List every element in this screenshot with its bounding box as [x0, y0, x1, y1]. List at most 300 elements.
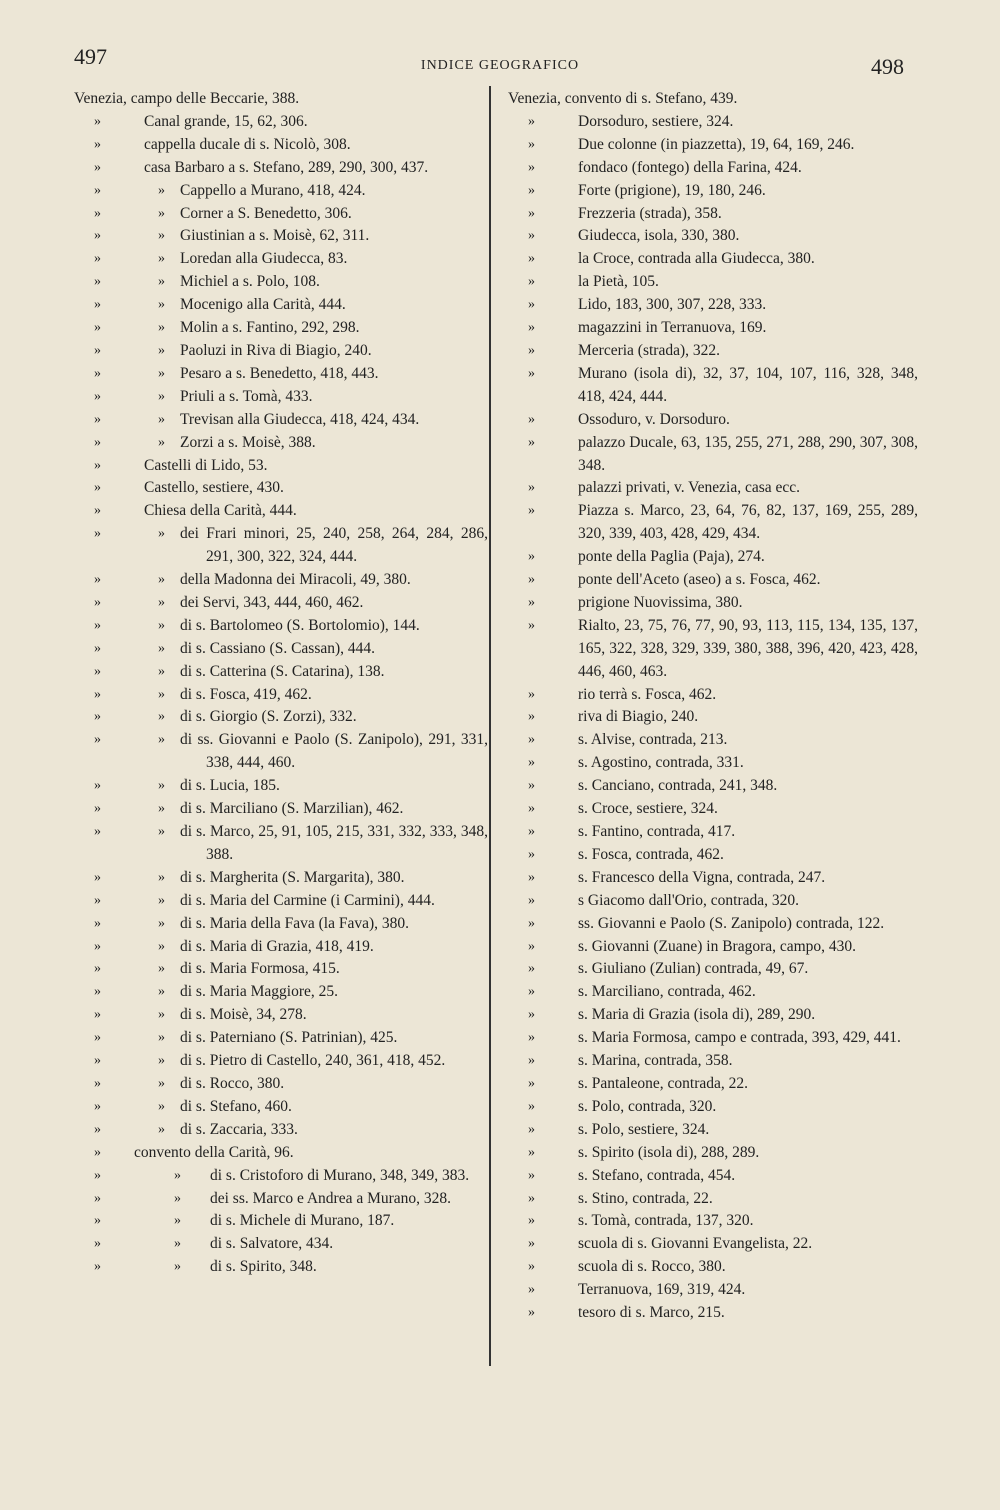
ditto-mark: »: [158, 411, 165, 427]
entry-text: s. Stefano, contrada, 454.: [578, 1166, 736, 1184]
ditto-mark: »: [94, 732, 101, 748]
index-entry: [508, 958, 918, 981]
index-entry: [508, 271, 918, 294]
ditto-mark: »: [528, 915, 535, 931]
ditto-mark: »: [158, 182, 165, 198]
entry-text: Chiesa della Carità, 444.: [144, 502, 297, 520]
ditto-mark: »: [94, 365, 101, 381]
entry-text: s. Marciliano, contrada, 462.: [578, 983, 756, 1001]
ditto-mark: »: [94, 136, 101, 152]
index-entry: [74, 225, 488, 248]
ditto-mark: »: [158, 1053, 165, 1069]
entry-text: prigione Nuovissima, 380.: [578, 593, 743, 611]
index-entry: [74, 958, 488, 981]
index-entry: [74, 111, 488, 134]
ditto-mark: »: [174, 1167, 181, 1183]
entry-text: ponte della Paglia (Paja), 274.: [578, 548, 765, 566]
ditto-mark: »: [158, 778, 165, 794]
ditto-mark: »: [94, 1075, 101, 1091]
entry-text: casa Barbaro a s. Stefano, 289, 290, 300, 437.: [144, 158, 429, 176]
ditto-mark: »: [158, 892, 165, 908]
index-entry: [508, 225, 918, 248]
index-entry: [508, 432, 918, 478]
entry-text: Loredan alla Giudecca, 83.: [180, 250, 348, 268]
ditto-mark: »: [528, 1053, 535, 1069]
index-entry: [508, 752, 918, 775]
ditto-mark: »: [528, 136, 535, 152]
ditto-mark: »: [94, 274, 101, 290]
index-entry: [508, 1096, 918, 1119]
index-entry: [74, 1142, 488, 1165]
index-entry: [508, 913, 918, 936]
entry-text: s. Spirito (isola di), 288, 289.: [578, 1143, 760, 1161]
index-entry: [74, 569, 488, 592]
ditto-mark: »: [528, 1190, 535, 1206]
index-entry: [74, 1233, 488, 1256]
ditto-mark: »: [94, 778, 101, 794]
entry-text: dei Servi, 343, 444, 460, 462.: [180, 593, 364, 611]
ditto-mark: »: [158, 984, 165, 1000]
index-entry: [508, 1073, 918, 1096]
index-entry: [508, 88, 918, 111]
ditto-mark: »: [158, 274, 165, 290]
ditto-mark: »: [94, 205, 101, 221]
ditto-mark: »: [94, 1190, 101, 1206]
index-entry: [508, 317, 918, 340]
ditto-mark: »: [94, 457, 101, 473]
ditto-mark: »: [94, 251, 101, 267]
entry-text: di s. Maria Maggiore, 25.: [180, 983, 338, 1001]
entry-text: s. Giovanni (Zuane) in Bragora, campo, 430.: [578, 937, 857, 955]
index-entry: [74, 1188, 488, 1211]
entry-text: s. Croce, sestiere, 324.: [578, 800, 718, 818]
index-entry: [74, 134, 488, 157]
entry-text: Lido, 183, 300, 307, 228, 333.: [578, 296, 767, 314]
index-entry: [74, 317, 488, 340]
ditto-mark: »: [158, 228, 165, 244]
entry-text: Venezia, convento di s. Stefano, 439.: [508, 90, 738, 107]
entry-text: della Madonna dei Miracoli, 49, 380.: [180, 571, 411, 589]
index-entry: [508, 1027, 918, 1050]
ditto-mark: »: [94, 113, 101, 129]
entry-text: Castelli di Lido, 53.: [144, 456, 268, 474]
ditto-mark: »: [528, 342, 535, 358]
index-entry: [508, 615, 918, 684]
ditto-mark: »: [158, 801, 165, 817]
ditto-mark: »: [94, 663, 101, 679]
index-entry: [74, 913, 488, 936]
ditto-mark: »: [528, 892, 535, 908]
entry-text: di s. Marco, 25, 91, 105, 215, 331, 332, 333, 348, 388.: [180, 823, 488, 863]
entry-text: Piazza s. Marco, 23, 64, 76, 82, 137, 169, 255, 289, 320, 339, 403, 428, 429, 434.: [578, 502, 918, 543]
ditto-mark: »: [528, 182, 535, 198]
entry-text: di s. Michele di Murano, 187.: [210, 1212, 395, 1230]
entry-text: convento della Carità, 96.: [134, 1143, 294, 1161]
index-entry: [508, 157, 918, 180]
entry-text: di s. Spirito, 348.: [210, 1258, 317, 1276]
index-entry: [508, 844, 918, 867]
column-divider: [489, 86, 491, 1366]
entry-text: s Giacomo dall'Orio, contrada, 320.: [578, 891, 800, 909]
entry-text: di s. Giorgio (S. Zorzi), 332.: [180, 708, 357, 726]
index-entry: [74, 1027, 488, 1050]
ditto-mark: »: [94, 388, 101, 404]
ditto-mark: »: [94, 938, 101, 954]
entry-text: di s. Cristoforo di Murano, 348, 349, 383.: [210, 1166, 470, 1184]
ditto-mark: »: [158, 1030, 165, 1046]
entry-text: di s. Maria della Fava (la Fava), 380.: [180, 914, 409, 932]
ditto-mark: »: [528, 824, 535, 839]
index-entry: [508, 248, 918, 271]
ditto-mark: »: [94, 915, 101, 931]
ditto-mark: »: [528, 1144, 535, 1160]
entry-text: Mocenigo alla Carità, 444.: [180, 296, 346, 314]
ditto-mark: »: [158, 594, 165, 610]
index-entry: [508, 1165, 918, 1188]
ditto-mark: »: [94, 572, 101, 588]
index-entry: [74, 157, 488, 180]
ditto-mark: »: [158, 526, 165, 542]
entry-text: Giudecca, isola, 330, 380.: [578, 227, 740, 245]
index-entry: [508, 340, 918, 363]
index-entry: [74, 248, 488, 271]
ditto-mark: »: [94, 869, 101, 885]
entry-text: tesoro di s. Marco, 215.: [578, 1304, 725, 1322]
index-entry: [74, 798, 488, 821]
index-entry: [74, 500, 488, 523]
ditto-mark: »: [158, 1121, 165, 1137]
ditto-mark: »: [94, 801, 101, 817]
ditto-mark: »: [528, 1075, 535, 1091]
index-entry: [74, 1165, 488, 1188]
ditto-mark: »: [158, 434, 165, 450]
ditto-mark: »: [528, 732, 535, 748]
index-entry: [74, 981, 488, 1004]
index-entry: [74, 821, 488, 867]
ditto-mark: »: [158, 663, 165, 679]
index-entry: [74, 1119, 488, 1142]
entry-text: di s. Maria del Carmine (i Carmini), 444.: [180, 891, 435, 909]
entry-text: s. Pantaleone, contrada, 22.: [578, 1074, 749, 1092]
entry-text: di s. Marciliano (S. Marzilian), 462.: [180, 800, 404, 818]
index-entry: [74, 363, 488, 386]
entry-text: di s. Zaccaria, 333.: [180, 1120, 298, 1138]
index-entry: [508, 477, 918, 500]
index-entry: [74, 1050, 488, 1073]
index-entry: [74, 1256, 488, 1279]
entry-text: Corner a S. Benedetto, 306.: [180, 204, 352, 222]
index-entry: [508, 500, 918, 546]
index-entry: [74, 1096, 488, 1119]
ditto-mark: »: [94, 594, 101, 610]
ditto-mark: »: [94, 1121, 101, 1137]
entry-text: palazzi privati, v. Venezia, casa ecc.: [578, 479, 801, 497]
entry-text: s. Maria Formosa, campo e contrada, 393, 429, 441.: [578, 1029, 901, 1047]
ditto-mark: »: [94, 411, 101, 427]
ditto-mark: »: [158, 1098, 165, 1114]
index-entry: [74, 432, 488, 455]
entry-text: s. Tomà, contrada, 137, 320.: [578, 1212, 754, 1230]
ditto-mark: »: [158, 869, 165, 885]
entry-text: di s. Stefano, 460.: [180, 1097, 292, 1115]
ditto-mark: »: [94, 1213, 101, 1229]
entry-text: s. Canciano, contrada, 241, 348.: [578, 777, 778, 795]
ditto-mark: »: [158, 732, 165, 748]
ditto-mark: »: [94, 1144, 101, 1160]
ditto-mark: »: [528, 1213, 535, 1229]
index-entry: [508, 203, 918, 226]
index-entry: [74, 729, 488, 775]
index-entry: [74, 661, 488, 684]
entry-text: di s. Moisè, 34, 278.: [180, 1006, 307, 1024]
index-entry: [74, 867, 488, 890]
index-entry: [508, 546, 918, 569]
entry-text: s. Maria di Grazia (isola di), 289, 290.: [578, 1006, 816, 1024]
entry-text: Paoluzi in Riva di Biagio, 240.: [180, 341, 372, 359]
entry-text: Trevisan alla Giudecca, 418, 424, 434.: [180, 410, 420, 428]
entry-text: la Pietà, 105.: [578, 273, 659, 291]
ditto-mark: »: [528, 869, 535, 885]
entry-text: Ossoduro, v. Dorsoduro.: [578, 410, 730, 428]
ditto-mark: »: [94, 297, 101, 313]
ditto-mark: »: [158, 572, 165, 588]
entry-text: ponte dell'Aceto (aseo) a s. Fosca, 462.: [578, 571, 821, 589]
entry-text: Michiel a s. Polo, 108.: [180, 273, 320, 291]
entry-text: Venezia, campo delle Beccarie, 388.: [74, 90, 300, 107]
index-entry: [74, 706, 488, 729]
index-entry: [74, 775, 488, 798]
ditto-mark: »: [528, 549, 535, 565]
entry-text: s. Francesco della Vigna, contrada, 247.: [578, 868, 826, 886]
ditto-mark: »: [94, 320, 101, 336]
entry-text: Pesaro a s. Benedetto, 418, 443.: [180, 364, 379, 382]
ditto-mark: »: [528, 320, 535, 336]
ditto-mark: »: [174, 1190, 181, 1206]
ditto-mark: »: [158, 938, 165, 954]
ditto-mark: »: [528, 251, 535, 267]
index-entry: [508, 1279, 918, 1302]
ditto-mark: »: [94, 709, 101, 725]
ditto-mark: »: [94, 824, 101, 839]
right-page-number: 498: [871, 54, 904, 79]
ditto-mark: »: [158, 205, 165, 221]
index-entry: [74, 271, 488, 294]
index-entry: [508, 363, 918, 409]
ditto-mark: »: [174, 1236, 181, 1252]
ditto-mark: »: [528, 801, 535, 817]
entry-text: Cappello a Murano, 418, 424.: [180, 181, 366, 199]
index-entry: [74, 1210, 488, 1233]
ditto-mark: »: [94, 182, 101, 198]
entry-text: Giustinian a s. Moisè, 62, 311.: [180, 227, 370, 245]
ditto-mark: »: [528, 778, 535, 794]
index-entry: [508, 775, 918, 798]
ditto-mark: »: [528, 1098, 535, 1114]
index-entry: [74, 88, 488, 111]
entry-text: Canal grande, 15, 62, 306.: [144, 112, 308, 130]
entry-text: s. Alvise, contrada, 213.: [578, 731, 728, 749]
index-entry: [508, 1302, 918, 1325]
index-entry: [74, 936, 488, 959]
ditto-mark: »: [158, 365, 165, 381]
entry-text: di s. Paterniano (S. Patrinian), 425.: [180, 1029, 398, 1047]
ditto-mark: »: [528, 365, 535, 381]
index-entry: [508, 1004, 918, 1027]
ditto-mark: »: [174, 1213, 181, 1229]
ditto-mark: »: [528, 617, 535, 633]
ditto-mark: »: [528, 480, 535, 496]
entry-text: di s. Bartolomeo (S. Bortolomio), 144.: [180, 616, 420, 634]
ditto-mark: »: [158, 1075, 165, 1091]
index-entry: [74, 615, 488, 638]
entry-text: s. Fosca, contrada, 462.: [578, 845, 724, 863]
ditto-mark: »: [158, 1007, 165, 1023]
ditto-mark: »: [528, 594, 535, 610]
index-entry: [74, 386, 488, 409]
entry-text: di s. Salvatore, 434.: [210, 1235, 334, 1253]
index-entry: [74, 477, 488, 500]
ditto-mark: »: [528, 709, 535, 725]
entry-text: s. Marina, contrada, 358.: [578, 1052, 733, 1070]
entry-text: palazzo Ducale, 63, 135, 255, 271, 288, 290, 307, 308, 348.: [578, 433, 918, 474]
entry-text: di s. Rocco, 380.: [180, 1074, 285, 1092]
index-entry: [508, 684, 918, 707]
right-index-column: [508, 88, 918, 1325]
ditto-mark: »: [94, 1030, 101, 1046]
index-entry: [74, 455, 488, 478]
ditto-mark: »: [94, 961, 101, 977]
ditto-mark: »: [174, 1259, 181, 1275]
index-entry: [74, 294, 488, 317]
index-entry: [508, 1256, 918, 1279]
index-entry: [74, 523, 488, 569]
entry-text: Murano (isola di), 32, 37, 104, 107, 116, 328, 348, 418, 424, 444.: [578, 364, 918, 405]
entry-text: rio terrà s. Fosca, 462.: [578, 685, 717, 703]
index-entry: [508, 592, 918, 615]
running-title: INDICE GEOGRAFICO: [420, 58, 580, 73]
ditto-mark: »: [528, 755, 535, 771]
ditto-mark: »: [528, 411, 535, 427]
ditto-mark: »: [94, 159, 101, 175]
index-entry: [508, 1142, 918, 1165]
ditto-mark: »: [158, 297, 165, 313]
ditto-mark: »: [94, 892, 101, 908]
ditto-mark: »: [158, 617, 165, 633]
entry-text: Castello, sestiere, 430.: [144, 479, 284, 497]
entry-text: Rialto, 23, 75, 76, 77, 90, 93, 113, 115, 134, 135, 137, 165, 322, 328, 329, 339, 380, 388, 396, 420, 423, 428, 446, 460, 463.: [578, 616, 918, 680]
ditto-mark: »: [528, 434, 535, 450]
entry-text: s. Stino, contrada, 22.: [578, 1189, 713, 1207]
ditto-mark: »: [528, 159, 535, 175]
ditto-mark: »: [528, 1236, 535, 1252]
ditto-mark: »: [158, 824, 165, 839]
left-page-number: 497: [74, 44, 107, 69]
index-entry: [74, 409, 488, 432]
index-entry: [74, 890, 488, 913]
entry-text: di s. Lucia, 185.: [180, 777, 280, 795]
index-entry: [74, 1004, 488, 1027]
index-entry: [508, 1119, 918, 1142]
ditto-mark: »: [158, 320, 165, 336]
entry-text: di s. Pietro di Castello, 240, 361, 418, 452.: [180, 1052, 446, 1070]
entry-text: Dorsoduro, sestiere, 324.: [578, 112, 734, 130]
entry-text: la Croce, contrada alla Giudecca, 380.: [578, 250, 815, 268]
index-entry: [508, 180, 918, 203]
ditto-mark: »: [528, 1030, 535, 1046]
ditto-mark: »: [158, 686, 165, 702]
index-entry: [508, 890, 918, 913]
index-entry: [74, 340, 488, 363]
ditto-mark: »: [94, 686, 101, 702]
ditto-mark: »: [528, 572, 535, 588]
entry-text: magazzini in Terranuova, 169.: [578, 319, 767, 337]
entry-text: fondaco (fontego) della Farina, 424.: [578, 158, 802, 176]
index-entry: [74, 684, 488, 707]
ditto-mark: »: [94, 984, 101, 1000]
index-entry: [508, 134, 918, 157]
ditto-mark: »: [528, 1259, 535, 1275]
ditto-mark: »: [94, 617, 101, 633]
ditto-mark: »: [158, 640, 165, 656]
index-entry: [74, 180, 488, 203]
entry-text: di s. Margherita (S. Margarita), 380.: [180, 868, 405, 886]
index-entry: [74, 1073, 488, 1096]
entry-text: dei Frari minori, 25, 240, 258, 264, 284, 286, 291, 300, 322, 324, 444.: [180, 525, 488, 566]
index-entry: [508, 1050, 918, 1073]
entry-text: s. Polo, contrada, 320.: [578, 1097, 717, 1115]
entry-text: di s. Maria di Grazia, 418, 419.: [180, 937, 374, 955]
index-entry: [508, 798, 918, 821]
index-entry: [74, 638, 488, 661]
ditto-mark: »: [94, 1167, 101, 1183]
ditto-mark: »: [528, 1305, 535, 1321]
entry-text: Merceria (strada), 322.: [578, 341, 721, 359]
entry-text: cappella ducale di s. Nicolò, 308.: [144, 135, 351, 153]
ditto-mark: »: [158, 709, 165, 725]
ditto-mark: »: [94, 342, 101, 358]
index-entry: [508, 569, 918, 592]
ditto-mark: »: [528, 297, 535, 313]
ditto-mark: »: [94, 1259, 101, 1275]
entry-text: ss. Giovanni e Paolo (S. Zanipolo) contrada, 122.: [578, 914, 885, 932]
ditto-mark: »: [528, 1167, 535, 1183]
index-entry: [508, 1188, 918, 1211]
ditto-mark: »: [528, 113, 535, 129]
ditto-mark: »: [94, 1007, 101, 1023]
ditto-mark: »: [94, 526, 101, 542]
entry-text: Zorzi a s. Moisè, 388.: [180, 433, 316, 451]
left-index-column: [74, 88, 488, 1279]
entry-text: s. Agostino, contrada, 331.: [578, 754, 744, 772]
ditto-mark: »: [528, 1121, 535, 1137]
ditto-mark: »: [158, 961, 165, 977]
ditto-mark: »: [158, 342, 165, 358]
ditto-mark: »: [158, 915, 165, 931]
index-entry: [74, 592, 488, 615]
entry-text: di s. Maria Formosa, 415.: [180, 960, 340, 978]
ditto-mark: »: [94, 1053, 101, 1069]
index-entry: [508, 729, 918, 752]
ditto-mark: »: [158, 388, 165, 404]
ditto-mark: »: [94, 434, 101, 450]
ditto-mark: »: [94, 480, 101, 496]
index-entry: [508, 111, 918, 134]
ditto-mark: »: [528, 503, 535, 519]
entry-text: Due colonne (in piazzetta), 19, 64, 169, 246.: [578, 135, 855, 153]
ditto-mark: »: [94, 503, 101, 519]
ditto-mark: »: [94, 1236, 101, 1252]
ditto-mark: »: [528, 938, 535, 954]
